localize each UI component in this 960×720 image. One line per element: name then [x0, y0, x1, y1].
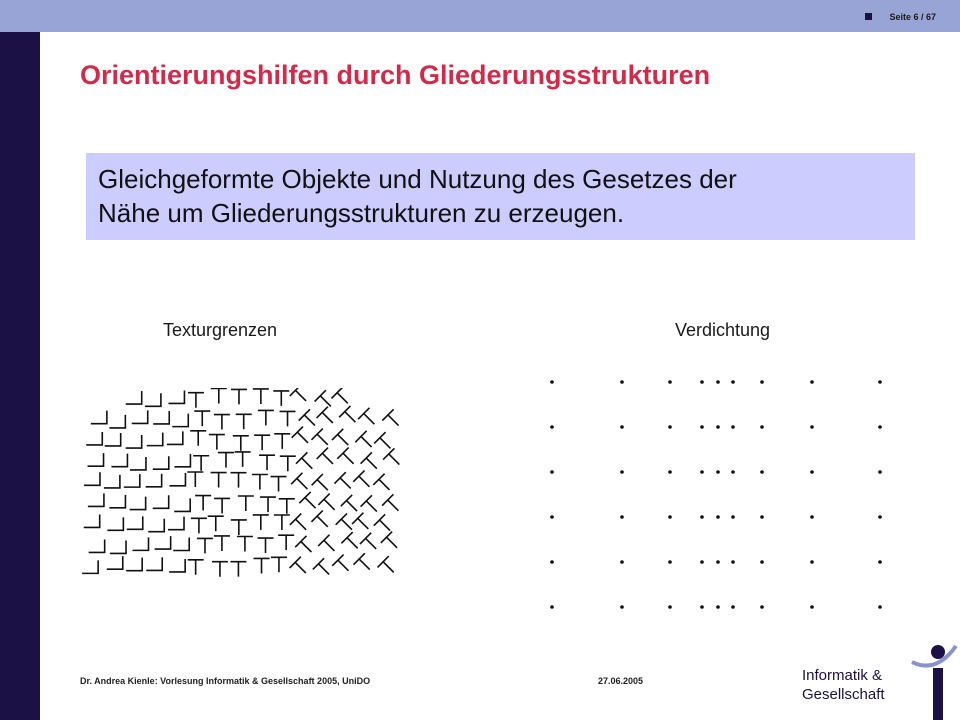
t-shape	[290, 557, 312, 579]
footer-org-line-1: Informatik &	[802, 667, 883, 684]
l-shape	[145, 393, 161, 406]
l-shape	[107, 517, 123, 530]
grid-dot	[760, 380, 764, 384]
t-shape	[382, 409, 404, 431]
t-shape	[209, 435, 225, 450]
t-shape	[190, 431, 206, 446]
t-shape	[260, 497, 276, 512]
header-bar	[0, 0, 960, 32]
slide-title: Orientierungshilfen durch Gliederungsstrukturen	[80, 60, 711, 90]
t-shape	[193, 456, 209, 471]
t-shape	[336, 513, 358, 535]
l-shape	[104, 475, 120, 488]
grid-dot	[550, 560, 554, 564]
l-shape	[124, 474, 140, 487]
t-shape	[214, 415, 230, 430]
l-shape	[173, 538, 189, 551]
grid-dot	[760, 515, 764, 519]
t-shape	[188, 560, 204, 575]
l-shape	[146, 474, 162, 487]
grid-dot	[668, 425, 672, 429]
density-figure	[540, 370, 900, 620]
grid-dot	[716, 605, 720, 609]
t-shape	[353, 471, 375, 493]
grid-dot	[810, 515, 814, 519]
t-shape	[317, 407, 339, 429]
t-shape	[296, 452, 318, 474]
grid-dot	[716, 380, 720, 384]
t-shape	[290, 388, 312, 407]
l-shape	[148, 519, 164, 532]
grid-dot	[731, 425, 735, 429]
t-shape	[211, 388, 227, 403]
t-shape	[358, 408, 380, 430]
grid-dot	[620, 425, 624, 429]
l-shape	[130, 497, 146, 510]
t-shape	[383, 448, 405, 470]
t-shape	[271, 477, 287, 492]
l-shape	[91, 411, 107, 424]
t-shape	[332, 555, 354, 577]
grid-dot	[620, 605, 624, 609]
statement-line-1: Gleichgeformte Objekte und Nutzung des Gesetzes der	[98, 164, 737, 194]
grid-dot	[620, 515, 624, 519]
l-shape	[153, 411, 169, 424]
grid-dot	[550, 515, 554, 519]
t-shape	[211, 473, 227, 488]
t-shape	[312, 474, 334, 496]
grid-dot	[760, 470, 764, 474]
l-shape	[88, 453, 104, 466]
t-shape	[291, 473, 313, 495]
grid-dot	[878, 470, 882, 474]
l-shape	[174, 498, 190, 511]
t-shape	[188, 393, 204, 408]
grid-dot	[878, 425, 882, 429]
grid-dot	[716, 515, 720, 519]
l-shape	[168, 390, 184, 403]
t-shape	[231, 520, 247, 535]
t-shape	[191, 518, 207, 533]
t-shape	[231, 389, 247, 404]
t-shape	[361, 495, 383, 517]
l-shape	[130, 457, 146, 470]
l-shape	[126, 435, 142, 448]
grid-dot	[550, 605, 554, 609]
t-shape	[274, 515, 290, 530]
grid-dot	[810, 380, 814, 384]
t-shape	[311, 511, 333, 533]
t-shape	[337, 448, 359, 470]
t-shape	[253, 389, 269, 404]
grid-dot	[810, 605, 814, 609]
t-shape	[382, 494, 404, 516]
l-shape	[155, 536, 171, 549]
t-shape	[258, 410, 274, 425]
l-shape	[105, 433, 121, 446]
l-shape	[126, 391, 142, 404]
t-shape	[254, 558, 270, 573]
t-shape	[341, 495, 363, 517]
t-shape	[374, 514, 396, 536]
t-shape	[353, 553, 375, 575]
grid-dot	[731, 380, 735, 384]
page-number: Seite 6 / 67	[889, 12, 936, 22]
grid-dot	[550, 380, 554, 384]
grid-dot	[620, 470, 624, 474]
t-shape	[279, 499, 295, 514]
grid-dot	[700, 515, 704, 519]
t-shape	[236, 414, 252, 429]
grid-dot	[760, 560, 764, 564]
grid-dot	[810, 470, 814, 474]
grid-dot	[668, 515, 672, 519]
t-shape	[273, 391, 289, 406]
grid-dot	[878, 560, 882, 564]
l-shape	[84, 472, 100, 485]
t-shape	[292, 427, 314, 449]
sidebar-bar	[0, 32, 40, 720]
t-shape	[332, 429, 354, 451]
l-shape	[86, 432, 102, 445]
grid-dot	[760, 605, 764, 609]
grid-dot	[700, 425, 704, 429]
t-shape	[295, 536, 317, 558]
t-shape	[258, 538, 274, 553]
grid-dot	[731, 515, 735, 519]
l-shape	[153, 495, 169, 508]
l-shape	[109, 495, 125, 508]
t-shape	[187, 472, 203, 487]
t-shape	[195, 496, 211, 511]
l-shape	[132, 537, 148, 550]
grid-dot	[878, 380, 882, 384]
grid-dot	[700, 605, 704, 609]
l-shape	[132, 410, 148, 423]
grid-dot	[620, 560, 624, 564]
grid-dot	[716, 470, 720, 474]
grid-dot	[668, 470, 672, 474]
footer-organization	[802, 666, 885, 704]
l-shape	[169, 559, 185, 572]
grid-dot	[810, 560, 814, 564]
t-shape	[280, 456, 296, 471]
t-shape	[259, 455, 275, 470]
grid-dot	[668, 380, 672, 384]
statement-box	[86, 153, 915, 240]
caption-verdichtung: Verdichtung	[675, 320, 771, 340]
t-shape	[278, 535, 294, 550]
l-shape	[172, 414, 188, 427]
l-shape	[111, 454, 127, 467]
grid-dot	[700, 560, 704, 564]
t-shape	[318, 535, 340, 557]
grid-dot	[700, 470, 704, 474]
grid-dot	[716, 425, 720, 429]
t-shape	[254, 435, 270, 450]
footer-lecture: Dr. Andrea Kienle: Vorlesung Informatik & Gesellschaft 2005, UniDO	[80, 676, 371, 686]
t-shape	[317, 448, 339, 470]
t-shape	[290, 514, 312, 536]
grid-dot	[550, 470, 554, 474]
t-shape	[218, 453, 234, 468]
t-shape	[339, 406, 361, 428]
t-shape	[214, 536, 230, 551]
grid-dot	[668, 605, 672, 609]
t-shape	[252, 474, 268, 489]
grid-dot	[810, 425, 814, 429]
t-shape	[235, 452, 251, 467]
grid-dot	[620, 380, 624, 384]
t-shape	[377, 556, 399, 578]
t-shape	[381, 532, 403, 554]
t-shape	[352, 513, 374, 535]
footer-date: 27.06.2005	[598, 676, 644, 686]
t-shape	[355, 431, 377, 453]
page-marker-icon	[865, 13, 872, 20]
grid-dot	[731, 605, 735, 609]
t-shape	[312, 429, 334, 451]
statement-line-2: Nähe um Gliederungsstrukturen zu erzeugen.	[98, 198, 625, 228]
t-shape	[231, 473, 247, 488]
l-shape	[110, 540, 126, 553]
grid-dot	[716, 560, 720, 564]
texture-boundary-figure	[76, 388, 416, 598]
l-shape	[174, 454, 190, 467]
t-shape	[253, 515, 269, 530]
l-shape	[126, 558, 142, 571]
l-shape	[89, 539, 105, 552]
grid-dot	[731, 470, 735, 474]
grid-dot	[878, 515, 882, 519]
l-shape	[109, 415, 125, 428]
t-shape	[360, 533, 382, 555]
t-shape	[299, 492, 321, 514]
l-shape	[169, 473, 185, 486]
t-shape	[274, 434, 290, 449]
t-shape	[194, 411, 210, 426]
t-shape	[280, 411, 296, 426]
informatik-gesellschaft-logo-icon	[908, 640, 960, 720]
grid-dot	[700, 380, 704, 384]
t-shape	[313, 558, 335, 580]
grid-dot	[550, 425, 554, 429]
grid-dot	[760, 425, 764, 429]
l-shape	[107, 556, 123, 569]
t-shape	[214, 498, 230, 513]
l-shape	[147, 433, 163, 446]
t-shape	[373, 474, 395, 496]
t-shape	[237, 537, 253, 552]
l-shape	[168, 517, 184, 530]
t-shape	[208, 516, 224, 531]
grid-dot	[668, 560, 672, 564]
caption-texturgrenzen: Texturgrenzen	[163, 320, 278, 340]
l-shape	[146, 557, 162, 570]
l-shape	[167, 431, 183, 444]
grid-dot	[878, 605, 882, 609]
t-shape	[230, 562, 246, 577]
l-shape	[153, 456, 169, 469]
t-shape	[334, 472, 356, 494]
l-shape	[82, 560, 98, 573]
l-shape	[88, 493, 104, 506]
grid-dot	[731, 560, 735, 564]
t-shape	[197, 538, 213, 553]
t-shape	[233, 436, 249, 451]
l-shape	[127, 516, 143, 529]
t-shape	[271, 557, 287, 572]
t-shape	[238, 496, 254, 511]
l-shape	[84, 514, 100, 527]
footer-org-line-2: Gesellschaft	[802, 686, 885, 703]
t-shape	[212, 562, 228, 577]
